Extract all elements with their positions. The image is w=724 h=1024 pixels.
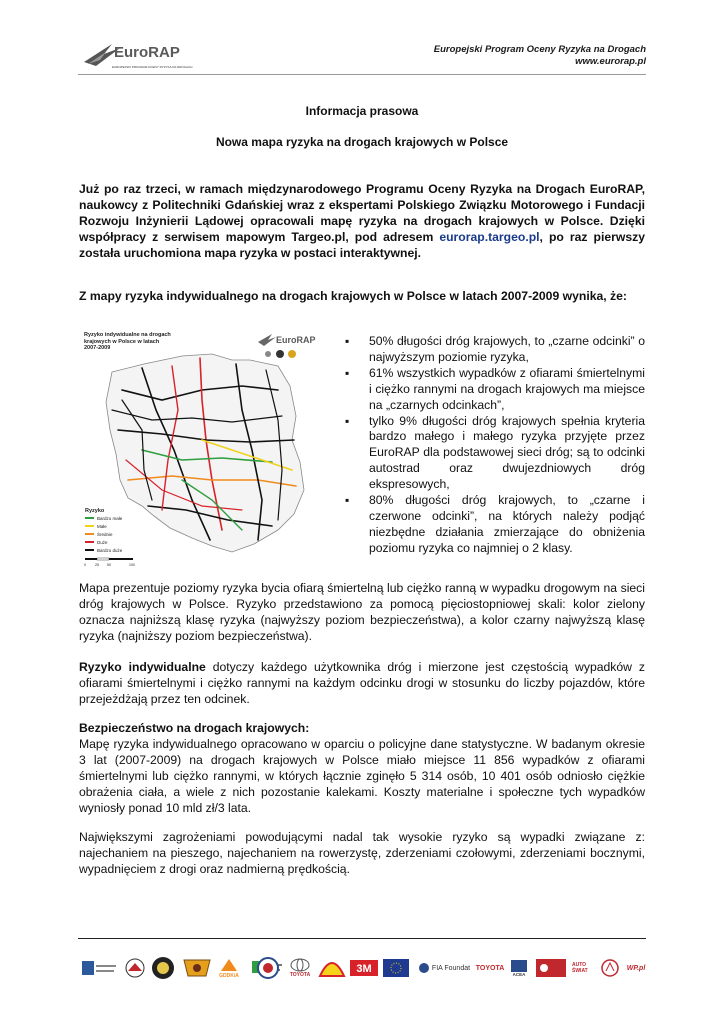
- risk-text: dotyczy każdego użytkownika dróg i mierzone jest częstością wypadków z ofiarami śmiertelnymi i ciężko rannymi na każdym odcinku drogi w stosunku do liczby pojazdów, które przejeżdżają przez ten odcinek.: [79, 660, 645, 706]
- intro-text-b: , po raz pierwszy została uruchomiona mapa ryzyka w postaci interaktywnej.: [79, 230, 646, 260]
- sponsor-logo: [122, 955, 148, 981]
- risk-map: [82, 330, 322, 570]
- auto-swiat-label: AUTO ŚWIAT: [572, 962, 588, 974]
- safety-heading: Bezpieczeństwo na drogach krajowych:: [79, 721, 310, 735]
- footer-divider: [78, 938, 646, 939]
- toyota-text-logo: [474, 955, 506, 981]
- safety-section: [79, 720, 645, 816]
- wp-logo: [622, 955, 650, 981]
- org-name: Europejski Program Oceny Ryzyka na Drogach: [433, 44, 646, 55]
- 3m-logo: [350, 955, 378, 981]
- map-description: Mapa prezentuje poziomy ryzyka bycia ofiarą śmiertelną lub ciężko ranną w wypadku drogowym na sieci dróg krajowych w Polsce. Ryzyko przedstawiono za pomocą pięciostopniowej skali: kolor zielony oznacza najniższą klasę ryzyka (najwyższy poziom bezpieczeństwa), a kolor czarny najwyższą klasę ryzyka (najniższy poziom bezpieczeństwa).: [79, 581, 645, 643]
- website-link[interactable]: www.eurorap.pl: [575, 56, 646, 67]
- svg-text:100: 100: [129, 563, 135, 567]
- auto-swiat-logo: [572, 955, 596, 981]
- eu-flag-logo: [383, 955, 409, 981]
- findings-list: [345, 334, 645, 557]
- threats-paragraph: Największymi zagrożeniami powodującymi nadal tak wysokie ryzyko są wypadki związane z: najechaniem na pieszego, najechaniem na rowerzystę, zderzeniami czołowymi, zderzeniami bocznymi, wypadnięciem z drogi oraz nadmierną prędkością.: [79, 830, 645, 876]
- safety-text: Mapę ryzyka indywidualnego opracowano w oparciu o policyjne dane statystyczne. W badanym okresie 3 lat (2007-2009) na drogach krajowych w Polsce miało miejsce 11 856 wypadków z ofiarami śmiertelnymi lub ciężko rannymi, w których łącznie zginęło 5 314 osób, 10 401 osób odniosło ciężkie obrażenia ciała, a wiele z nich pozostanie kalekami. Koszty materialne i społeczne tych wypadków wyniosły ponad 10 mld zł/3 lata.: [79, 737, 645, 815]
- acea-label: ACEA: [512, 971, 526, 977]
- list-item: ▪ tylko 9% długości dróg krajowych spełnia kryteria bardzo małego i małego ryzyka przyjęte przez EuroRAP dla podstawowej sieci dróg; są to odcinki autostrad oraz dwujezdniowych dróg ekspresowych,: [345, 414, 645, 494]
- intro-text-a: Już po raz trzeci, w ramach międzynarodowego Programu Oceny Ryzyka na Drogach EuroRAP, naukowcy z Politechniki Gdańskiej wraz z ekspertami Polskiego Związku Motorowego i Fundacji Rozwoju Inżynierii Lądowej opracowali mapę ryzyka na drogach krajowych w Polsce. Dzięki współpracy z serwisem mapowym Targeo.pl, pod adresem: [79, 182, 645, 244]
- sponsor-logo: [536, 955, 566, 981]
- shell-logo: [318, 955, 346, 981]
- logo-text: EuroRAP: [114, 44, 180, 61]
- svg-text:3M: 3M: [356, 963, 372, 975]
- gddkia-label: GDDKiA: [219, 973, 239, 979]
- svg-text:0: 0: [84, 563, 86, 567]
- sponsor-logo: [256, 955, 280, 981]
- toyota-logo: [284, 955, 316, 981]
- risk-term: Ryzyko indywidualne: [79, 660, 206, 674]
- sponsor-logo: [180, 955, 214, 981]
- sponsor-logo: [600, 955, 620, 981]
- fia-label: FIA Foundat: [431, 964, 471, 972]
- acea-logo: [508, 955, 530, 981]
- list-item: ▪ 80% długości dróg krajowych, to „czarne i czerwone odcinki”, na których należy podjąć niezbędne działania zmierzające do obniżenia poziomu ryzyka co najmniej o 2 klasy.: [345, 493, 645, 557]
- svg-text:Małe: Małe: [97, 524, 107, 529]
- fia-logo: [414, 955, 474, 981]
- map-lead: Z mapy ryzyka indywidualnego na drogach krajowych w Polsce w latach 2007-2009 wynika, że:: [79, 289, 627, 303]
- svg-text:50: 50: [107, 563, 111, 567]
- svg-text:25: 25: [95, 563, 99, 567]
- svg-text:Duże: Duże: [97, 540, 108, 545]
- page-subtitle: Nowa mapa ryzyka na drogach krajowych w Polsce: [215, 135, 509, 149]
- toyota-label: TOYOTA: [289, 972, 311, 978]
- svg-text:EuroRAP: EuroRAP: [276, 335, 316, 345]
- risk-paragraph: [79, 659, 645, 707]
- intro-paragraph: [79, 181, 645, 261]
- eurorap-logo: [82, 38, 193, 72]
- header-divider: [78, 74, 646, 75]
- gddkia-logo: [214, 955, 244, 981]
- svg-text:Bardzo duże: Bardzo duże: [97, 548, 123, 553]
- sponsor-logo: [80, 955, 118, 981]
- svg-text:Bardzo małe: Bardzo małe: [97, 516, 123, 521]
- wp-label: WP.pl: [626, 964, 646, 972]
- toyota-text-label: TOYOTA: [475, 964, 505, 972]
- logo-subtext: EUROPEJSKI PROGRAM OCENY RYZYKA NA DROGACH: [112, 65, 193, 69]
- legend-title: Ryzyko: [85, 508, 105, 514]
- list-item: ▪ 50% długości dróg krajowych, to „czarne odcinki” o najwyższym poziomie ryzyka,: [345, 334, 645, 366]
- sponsor-logo: [150, 955, 176, 981]
- targeo-link[interactable]: eurorap.targeo.pl: [439, 230, 540, 244]
- map-title: Ryzyko indywidualne na drogach krajowych w Polsce w latach 2007-2009: [84, 332, 171, 351]
- list-item: ▪ 61% wszystkich wypadków z ofiarami śmiertelnymi i ciężko rannymi na drogach krajowych ma miejsce na „czarnych odcinkach”,: [345, 366, 645, 414]
- page-title: Informacja prasowa: [305, 104, 419, 118]
- svg-text:Średnie: Średnie: [97, 532, 113, 537]
